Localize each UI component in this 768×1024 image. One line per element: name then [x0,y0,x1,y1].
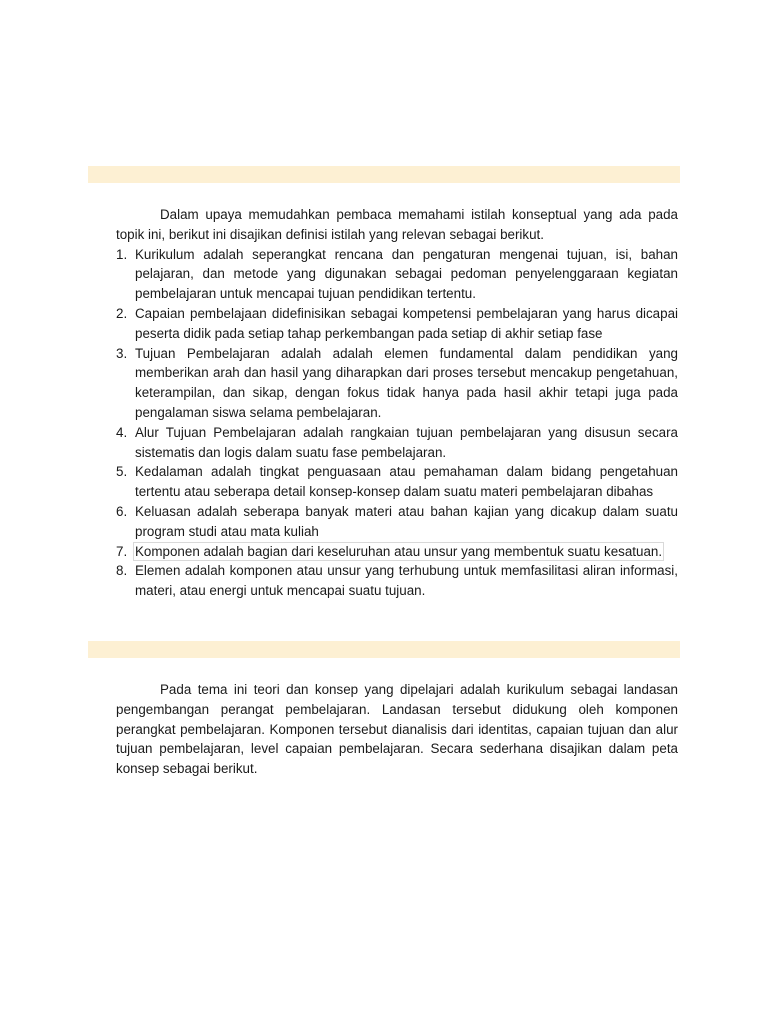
item-number: 6. [116,503,128,519]
summary-section [116,680,678,779]
item-number: 3. [116,345,128,361]
item-number: 8. [116,563,128,579]
definition-item [116,245,678,304]
intro-paragraph: Dalam upaya memudahkan pembaca memahami istilah konseptual yang ada pada topik ini, berikut ini disajikan definisi istilah yang relevan sebagai berikut. [116,207,678,242]
definition-item [116,462,678,502]
definition-list [116,245,678,601]
item-text: Komponen adalah bagian dari keseluruhan atau unsur yang membentuk suatu kesatuan. [135,543,663,559]
item-text: Keluasan adalah seberapa banyak materi atau bahan kajian yang dicakup dalam suatu program studi atau mata kuliah [135,503,678,539]
item-number: 7. [116,543,128,559]
definitions-section [116,205,678,601]
item-number: 5. [116,464,128,480]
item-text: Capaian pembelajaan didefinisikan sebagai kompetensi pembelajaran yang harus dicapai peserta didik pada setiap tahap perkembangan pada setiap di akhir setiap fase [135,305,678,341]
item-text: Kedalaman adalah tingkat penguasaan atau pemahaman dalam bidang pengetahuan tertentu atau seberapa detail konsep-konsep dalam suatu materi pembelajaran dibahas [135,464,678,500]
item-text: Alur Tujuan Pembelajaran adalah rangkaian tujuan pembelajaran yang disusun secara sistematis dan logis dalam suatu fase pembelajaran. [135,424,678,460]
summary-paragraph: Pada tema ini teori dan konsep yang dipelajari adalah kurikulum sebagai landasan pengembangan perangat pembelajaran. Landasan tersebut didukung oleh komponen perangkat pembelajaran. Komponen tersebut dianalisis dari identitas, capaian tujuan dan alur tujuan pembelajaran, level capaian pembelajaran. Secara sederhana disajikan dalam peta konsep sebagai berikut. [116,682,678,777]
definition-item [116,304,678,344]
item-number: 4. [116,424,128,440]
definition-item [116,423,678,463]
item-text: Kurikulum adalah seperangkat rencana dan pengaturan mengenai tujuan, isi, bahan pelajaran, dan metode yang digunakan sebagai pedoman penyelenggaraan kegiatan pembelajaran untuk mencapai tujuan pendidikan tertentu. [135,246,678,302]
item-number: 2. [116,305,128,321]
item-text: Tujuan Pembelajaran adalah adalah elemen fundamental dalam pendidikan yang memberikan arah dan hasil yang diharapkan dari proses tersebut mencakup pengetahuan, keterampilan, dan sikap, dengan fokus tidak hanya pada hasil akhir tetapi juga pada pengalaman siswa selama pembelajaran. [135,345,678,420]
definition-item [116,344,678,423]
section-header-band [88,641,680,658]
definition-item [116,502,678,542]
definition-item [116,561,678,601]
item-number: 1. [116,246,128,262]
definition-item [116,542,678,562]
item-text: Elemen adalah komponen atau unsur yang terhubung untuk memfasilitasi aliran informasi, materi, atau energi untuk mencapai suatu tujuan. [135,563,678,599]
section-header-band [88,166,680,183]
